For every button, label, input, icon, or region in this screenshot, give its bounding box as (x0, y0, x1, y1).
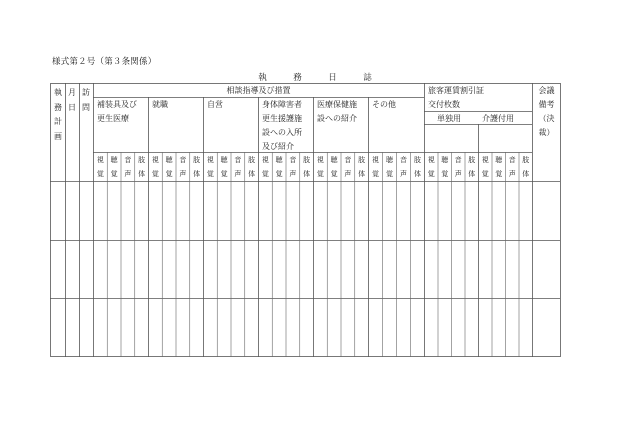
header-char: 月 (68, 88, 76, 97)
disability-subheader (438, 153, 452, 181)
category-line: 補装具及び (97, 100, 137, 109)
disability-subheader (258, 153, 272, 181)
disability-subheader (286, 153, 300, 181)
disability-subheader (492, 153, 506, 181)
subheader-top-char: 肢 (414, 156, 421, 164)
subheader-bottom-char: 体 (303, 170, 311, 178)
subheader-top-char: 視 (372, 156, 379, 164)
subheader-top-char: 音 (179, 156, 187, 164)
disability-subheader (217, 153, 231, 181)
remarks-line: （決 (538, 114, 555, 123)
subheader-top-char: 視 (151, 156, 159, 164)
category-line: 身体障害者 (262, 100, 302, 109)
subheader-top-char: 視 (427, 156, 435, 164)
category-line: 更生援護施 (262, 114, 302, 123)
disability-subheader (465, 153, 479, 181)
subheader-bottom-char: 覚 (96, 170, 104, 178)
issued-count-header: 交付枚数 (428, 100, 460, 109)
form-number-label: 様式第２号（第３条関係） (52, 57, 157, 67)
subheader-bottom-char: 声 (234, 170, 242, 178)
subheader-bottom-char: 体 (358, 170, 366, 178)
subheader-bottom-char: 声 (179, 170, 187, 178)
subheader-top-char: 音 (454, 156, 462, 164)
subheader-bottom-char: 覚 (372, 170, 379, 178)
subheader-top-char: 聴 (330, 156, 338, 164)
disability-subheader (190, 153, 204, 181)
subheader-bottom-char: 覚 (275, 170, 283, 178)
category-line: その他 (372, 100, 396, 109)
subheader-bottom-char: 覚 (110, 170, 118, 178)
category-line: 自営 (207, 100, 223, 109)
category-line: 更生医療 (97, 114, 129, 123)
subheader-bottom-char: 覚 (427, 170, 435, 178)
disability-subheader (203, 153, 217, 181)
disability-subheader (245, 153, 259, 181)
subheader-bottom-char: 体 (522, 170, 530, 178)
category-rehab-facility (262, 98, 302, 154)
subheader-bottom-char: 体 (468, 170, 476, 178)
category-line: 就職 (152, 100, 168, 109)
subheader-top-char: 音 (344, 156, 352, 164)
subheader-bottom-char: 覚 (165, 170, 173, 178)
disability-subheader (355, 153, 369, 181)
single-use-header: 単独用 (437, 114, 461, 123)
remarks-line: 会議 (538, 86, 555, 95)
subheader-bottom-char: 覚 (316, 170, 324, 178)
subheader-top-char: 音 (234, 156, 242, 164)
subheader-bottom-char: 覚 (261, 170, 269, 178)
subheader-top-char: 肢 (248, 156, 256, 164)
subheader-bottom-char: 覚 (220, 170, 228, 178)
disability-subheader (272, 153, 286, 181)
remarks-line: 備考 (538, 100, 555, 109)
disability-subheader (397, 153, 411, 181)
subheader-bottom-char: 声 (454, 170, 462, 178)
subheader-bottom-char: 覚 (206, 170, 214, 178)
subheader-top-char: 肢 (303, 156, 311, 164)
header-char: 務 (54, 102, 62, 112)
consultation-header: 相談指導及び措置 (226, 86, 291, 95)
disability-subheader (176, 153, 190, 181)
category-medical-facility (317, 98, 357, 126)
subheader-top-char: 音 (400, 156, 407, 164)
disability-subheader (424, 153, 438, 181)
disability-subheader (411, 153, 425, 181)
disability-subheader (369, 153, 383, 181)
subheader-top-char: 視 (481, 156, 489, 164)
category-line: 医療保健施 (317, 100, 357, 109)
disability-subheader (341, 153, 355, 181)
plan-column-header (52, 86, 64, 144)
category-self-employed (207, 98, 223, 112)
header-char: 問 (82, 102, 90, 112)
disability-subheader (505, 153, 519, 181)
header-char: 執 (54, 88, 62, 97)
subheader-top-char: 視 (96, 156, 104, 164)
header-char: 計 (54, 117, 62, 126)
subheader-bottom-char: 声 (289, 170, 297, 178)
subheader-bottom-char: 声 (344, 170, 352, 178)
subheader-top-char: 視 (206, 156, 214, 164)
category-prosthetics (97, 98, 137, 126)
subheader-bottom-char: 声 (400, 170, 407, 178)
disability-subheader (451, 153, 465, 181)
subheader-top-char: 肢 (138, 156, 146, 164)
remarks-header (533, 84, 560, 140)
subheader-top-char: 肢 (358, 156, 366, 164)
subheader-top-char: 聴 (441, 156, 449, 164)
disability-subheader (478, 153, 492, 181)
category-other (372, 98, 396, 112)
subheader-bottom-char: 体 (138, 170, 146, 178)
subheader-bottom-char: 声 (124, 170, 132, 178)
subheader-bottom-char: 体 (248, 170, 256, 178)
remarks-line: 裁） (538, 128, 555, 137)
category-employment (152, 98, 168, 112)
date-column-header (66, 86, 78, 115)
subheader-top-char: 視 (316, 156, 324, 164)
disability-subheader (121, 153, 135, 181)
subheader-top-char: 聴 (275, 156, 283, 164)
category-line: 設への入所 (262, 128, 302, 137)
disability-subheader (107, 153, 121, 181)
subheader-top-char: 聴 (495, 156, 503, 164)
disability-subheader (162, 153, 176, 181)
subheader-top-char: 聴 (110, 156, 118, 164)
subheader-top-char: 視 (261, 156, 269, 164)
page-title: 執 務 日 誌 (258, 73, 381, 83)
subheader-bottom-char: 覚 (441, 170, 449, 178)
subheader-top-char: 音 (289, 156, 297, 164)
disability-subheader (300, 153, 314, 181)
subheader-top-char: 聴 (386, 156, 393, 164)
subheader-bottom-char: 体 (193, 170, 201, 178)
disability-subheader (93, 153, 107, 181)
subheader-bottom-char: 覚 (495, 170, 503, 178)
subheader-top-char: 肢 (468, 156, 476, 164)
travel-discount-header: 旅客運賃割引証 (428, 86, 484, 95)
disability-subheader (313, 153, 327, 181)
subheader-bottom-char: 覚 (330, 170, 338, 178)
subheader-top-char: 肢 (522, 156, 530, 164)
subheader-bottom-char: 覚 (481, 170, 489, 178)
subheader-top-char: 音 (124, 156, 132, 164)
disability-subheader (148, 153, 162, 181)
disability-subheader (327, 153, 341, 181)
subheader-bottom-char: 声 (508, 170, 516, 178)
subheader-bottom-char: 体 (414, 170, 421, 178)
category-line: 及び紹介 (262, 142, 294, 151)
subheader-top-char: 音 (508, 156, 516, 164)
visit-column-header (80, 86, 92, 115)
header-char: 日 (68, 102, 76, 112)
care-use-header: 介護付用 (482, 114, 514, 123)
subheader-bottom-char: 覚 (386, 170, 393, 178)
subheader-bottom-char: 覚 (151, 170, 159, 178)
category-line: 設への紹介 (317, 114, 357, 123)
disability-subheader (383, 153, 397, 181)
subheader-top-char: 聴 (220, 156, 228, 164)
subheader-top-char: 肢 (193, 156, 201, 164)
header-char: 訪 (82, 88, 90, 97)
disability-subheader (231, 153, 245, 181)
subheader-top-char: 聴 (165, 156, 173, 164)
header-char: 画 (54, 131, 62, 141)
disability-subheader (135, 153, 149, 181)
disability-subheader (519, 153, 533, 181)
